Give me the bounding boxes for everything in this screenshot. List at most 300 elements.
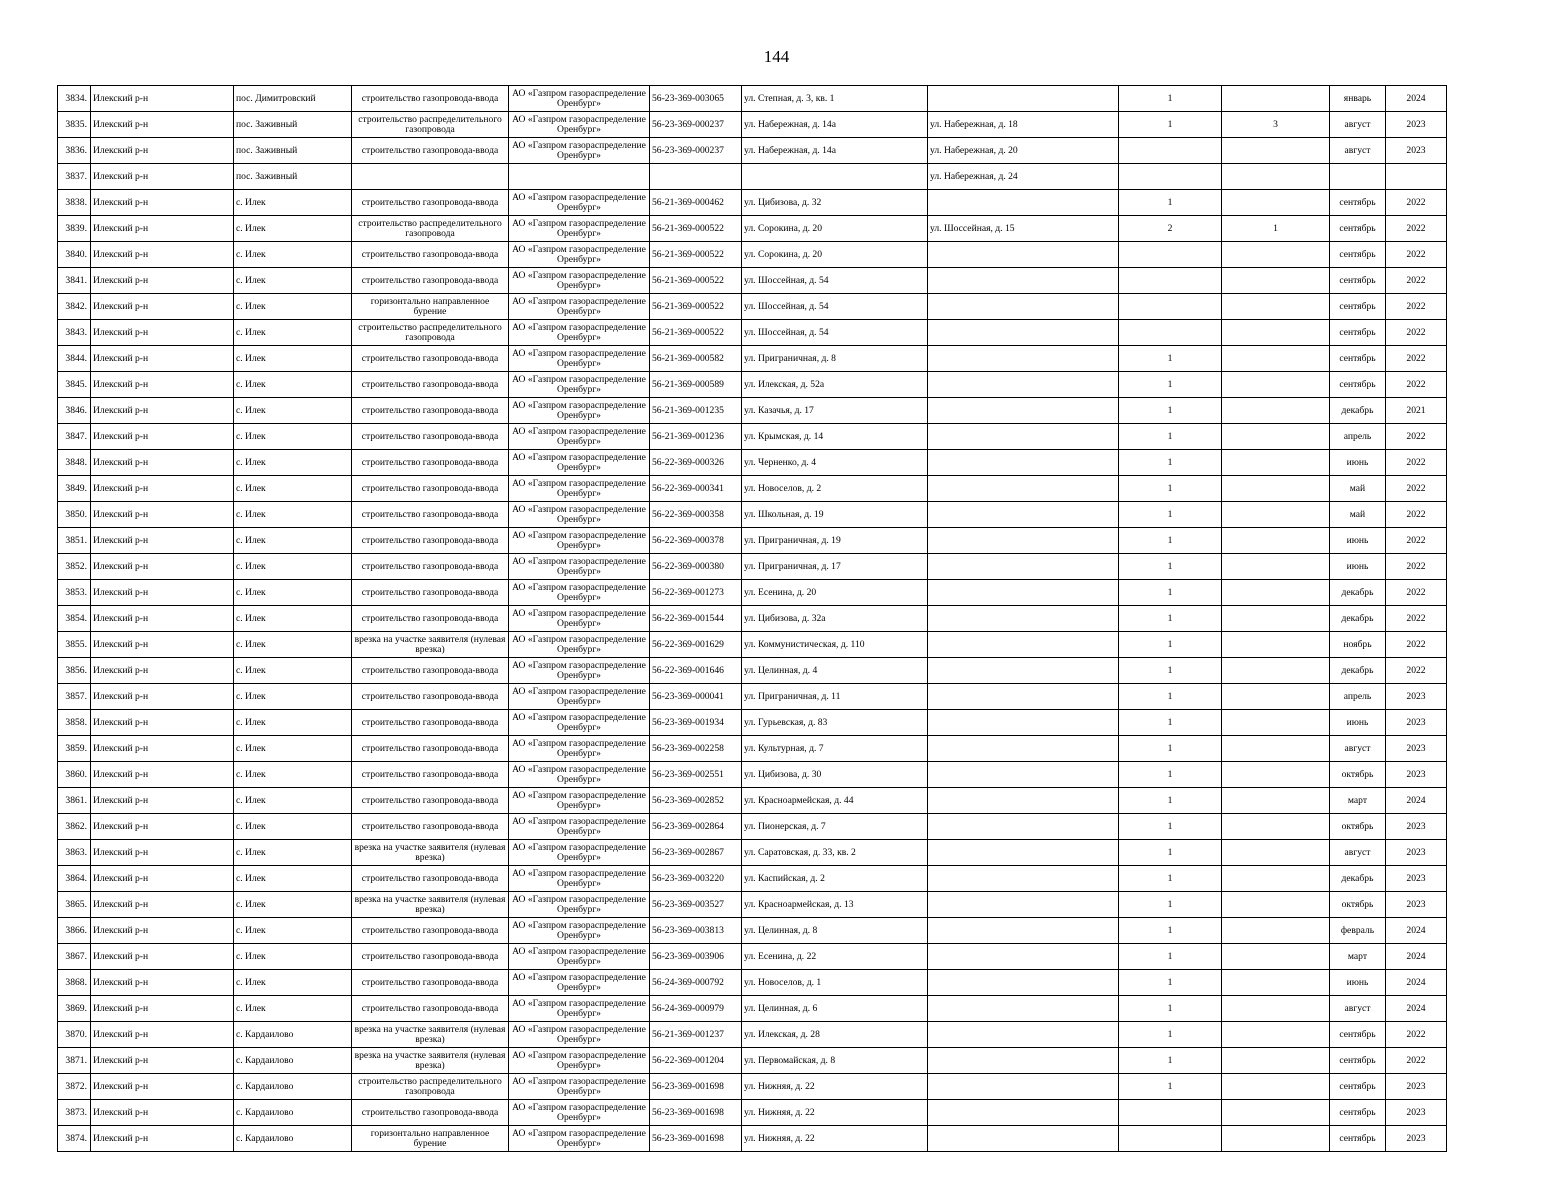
year-cell: 2021 (1386, 398, 1447, 424)
count-cell: 1 (1119, 476, 1222, 502)
organization-cell: АО «Газпром газораспределение Оренбург» (509, 762, 650, 788)
organization-cell: АО «Газпром газораспределение Оренбург» (509, 996, 650, 1022)
district-cell: Илекский р-н (91, 1126, 234, 1152)
additional-address-cell (928, 944, 1119, 970)
table-row (58, 216, 1447, 242)
row-number-cell: 3857. (58, 684, 91, 710)
address-cell: ул. Коммунистическая, д. 110 (742, 632, 928, 658)
row-number-cell: 3870. (58, 1022, 91, 1048)
month-cell: сентябрь (1330, 1100, 1386, 1126)
year-cell: 2022 (1386, 242, 1447, 268)
row-number-cell: 3835. (58, 112, 91, 138)
month-cell: октябрь (1330, 892, 1386, 918)
work-type-cell: строительство газопровода-ввода (352, 736, 509, 762)
district-cell: Илекский р-н (91, 736, 234, 762)
table-row (58, 138, 1447, 164)
application-number-cell: 56-21-369-000522 (650, 216, 742, 242)
extra-count-cell (1222, 86, 1330, 112)
count-cell: 1 (1119, 502, 1222, 528)
month-cell: июнь (1330, 710, 1386, 736)
district-cell: Илекский р-н (91, 372, 234, 398)
organization-cell: АО «Газпром газораспределение Оренбург» (509, 268, 650, 294)
extra-count-cell (1222, 502, 1330, 528)
additional-address-cell (928, 996, 1119, 1022)
organization-cell: АО «Газпром газораспределение Оренбург» (509, 1022, 650, 1048)
count-cell: 1 (1119, 632, 1222, 658)
table-row (58, 658, 1447, 684)
organization-cell: АО «Газпром газораспределение Оренбург» (509, 1100, 650, 1126)
locality-cell: с. Кардаилово (234, 1100, 352, 1126)
extra-count-cell (1222, 450, 1330, 476)
district-cell: Илекский р-н (91, 164, 234, 190)
organization-cell: АО «Газпром газораспределение Оренбург» (509, 372, 650, 398)
application-number-cell: 56-23-369-002258 (650, 736, 742, 762)
table-row (58, 996, 1447, 1022)
extra-count-cell (1222, 762, 1330, 788)
organization-cell: АО «Газпром газораспределение Оренбург» (509, 190, 650, 216)
count-cell: 1 (1119, 788, 1222, 814)
address-cell: ул. Сорокина, д. 20 (742, 242, 928, 268)
work-type-cell: врезка на участке заявителя (нулевая врезка) (352, 1022, 509, 1048)
extra-count-cell (1222, 710, 1330, 736)
additional-address-cell (928, 684, 1119, 710)
extra-count-cell (1222, 320, 1330, 346)
organization-cell: АО «Газпром газораспределение Оренбург» (509, 580, 650, 606)
organization-cell: АО «Газпром газораспределение Оренбург» (509, 398, 650, 424)
table-row (58, 736, 1447, 762)
address-cell: ул. Шоссейная, д. 54 (742, 268, 928, 294)
application-number-cell: 56-23-369-002852 (650, 788, 742, 814)
table-row (58, 112, 1447, 138)
locality-cell: с. Илек (234, 580, 352, 606)
row-number-cell: 3871. (58, 1048, 91, 1074)
table-row (58, 450, 1447, 476)
district-cell: Илекский р-н (91, 554, 234, 580)
address-cell: ул. Приграничная, д. 19 (742, 528, 928, 554)
locality-cell: с. Илек (234, 346, 352, 372)
table-row (58, 86, 1447, 112)
row-number-cell: 3847. (58, 424, 91, 450)
district-cell: Илекский р-н (91, 944, 234, 970)
additional-address-cell (928, 554, 1119, 580)
additional-address-cell (928, 1074, 1119, 1100)
district-cell: Илекский р-н (91, 476, 234, 502)
count-cell: 1 (1119, 710, 1222, 736)
count-cell: 1 (1119, 86, 1222, 112)
count-cell: 1 (1119, 528, 1222, 554)
table-row (58, 866, 1447, 892)
district-cell: Илекский р-н (91, 1048, 234, 1074)
address-cell (742, 164, 928, 190)
organization-cell: АО «Газпром газораспределение Оренбург» (509, 840, 650, 866)
additional-address-cell (928, 866, 1119, 892)
work-type-cell: строительство распределительного газопровода (352, 320, 509, 346)
application-number-cell: 56-21-369-000522 (650, 294, 742, 320)
work-type-cell: строительство газопровода-ввода (352, 944, 509, 970)
address-cell: ул. Илекская, д. 28 (742, 1022, 928, 1048)
additional-address-cell (928, 788, 1119, 814)
work-type-cell: врезка на участке заявителя (нулевая врезка) (352, 892, 509, 918)
district-cell: Илекский р-н (91, 294, 234, 320)
count-cell: 2 (1119, 216, 1222, 242)
organization-cell: АО «Газпром газораспределение Оренбург» (509, 294, 650, 320)
extra-count-cell (1222, 840, 1330, 866)
organization-cell: АО «Газпром газораспределение Оренбург» (509, 424, 650, 450)
address-cell: ул. Красноармейская, д. 44 (742, 788, 928, 814)
extra-count-cell (1222, 138, 1330, 164)
row-number-cell: 3864. (58, 866, 91, 892)
additional-address-cell (928, 450, 1119, 476)
row-number-cell: 3872. (58, 1074, 91, 1100)
locality-cell: с. Илек (234, 502, 352, 528)
organization-cell: АО «Газпром газораспределение Оренбург» (509, 346, 650, 372)
organization-cell: АО «Газпром газораспределение Оренбург» (509, 476, 650, 502)
table-row (58, 242, 1447, 268)
count-cell: 1 (1119, 970, 1222, 996)
year-cell: 2022 (1386, 294, 1447, 320)
work-type-cell: строительство газопровода-ввода (352, 658, 509, 684)
extra-count-cell (1222, 476, 1330, 502)
application-number-cell: 56-21-369-000462 (650, 190, 742, 216)
application-number-cell: 56-21-369-000522 (650, 242, 742, 268)
address-cell: ул. Каспийская, д. 2 (742, 866, 928, 892)
year-cell: 2022 (1386, 606, 1447, 632)
extra-count-cell (1222, 242, 1330, 268)
work-type-cell: строительство распределительного газопровода (352, 1074, 509, 1100)
additional-address-cell (928, 502, 1119, 528)
extra-count-cell (1222, 1074, 1330, 1100)
year-cell: 2022 (1386, 450, 1447, 476)
locality-cell: с. Илек (234, 892, 352, 918)
year-cell: 2022 (1386, 632, 1447, 658)
application-number-cell: 56-22-369-000358 (650, 502, 742, 528)
count-cell: 1 (1119, 554, 1222, 580)
year-cell: 2022 (1386, 502, 1447, 528)
organization-cell: АО «Газпром газораспределение Оренбург» (509, 450, 650, 476)
count-cell (1119, 320, 1222, 346)
table-row (58, 606, 1447, 632)
address-cell: ул. Красноармейская, д. 13 (742, 892, 928, 918)
year-cell: 2023 (1386, 1100, 1447, 1126)
year-cell: 2022 (1386, 268, 1447, 294)
table-row (58, 190, 1447, 216)
row-number-cell: 3850. (58, 502, 91, 528)
district-cell: Илекский р-н (91, 762, 234, 788)
work-type-cell: горизонтально направленное бурение (352, 294, 509, 320)
district-cell: Илекский р-н (91, 814, 234, 840)
additional-address-cell (928, 840, 1119, 866)
address-cell: ул. Шоссейная, д. 54 (742, 320, 928, 346)
additional-address-cell (928, 398, 1119, 424)
row-number-cell: 3855. (58, 632, 91, 658)
count-cell: 1 (1119, 840, 1222, 866)
district-cell: Илекский р-н (91, 606, 234, 632)
count-cell: 1 (1119, 424, 1222, 450)
count-cell: 1 (1119, 944, 1222, 970)
count-cell: 1 (1119, 1074, 1222, 1100)
address-cell: ул. Набережная, д. 14а (742, 112, 928, 138)
count-cell: 1 (1119, 112, 1222, 138)
additional-address-cell: ул. Набережная, д. 18 (928, 112, 1119, 138)
work-type-cell: строительство газопровода-ввода (352, 710, 509, 736)
address-cell: ул. Цибизова, д. 32 (742, 190, 928, 216)
month-cell: август (1330, 736, 1386, 762)
address-cell: ул. Нижняя, д. 22 (742, 1126, 928, 1152)
district-cell: Илекский р-н (91, 112, 234, 138)
application-number-cell: 56-23-369-001934 (650, 710, 742, 736)
district-cell: Илекский р-н (91, 658, 234, 684)
table-row (58, 1126, 1447, 1152)
month-cell: август (1330, 138, 1386, 164)
count-cell (1119, 294, 1222, 320)
row-number-cell: 3862. (58, 814, 91, 840)
extra-count-cell (1222, 944, 1330, 970)
organization-cell: АО «Газпром газораспределение Оренбург» (509, 1074, 650, 1100)
extra-count-cell (1222, 1022, 1330, 1048)
row-number-cell: 3840. (58, 242, 91, 268)
address-cell: ул. Новоселов, д. 1 (742, 970, 928, 996)
application-number-cell (650, 164, 742, 190)
locality-cell: с. Илек (234, 372, 352, 398)
row-number-cell: 3867. (58, 944, 91, 970)
month-cell: май (1330, 502, 1386, 528)
application-number-cell: 56-22-369-000341 (650, 476, 742, 502)
district-cell: Илекский р-н (91, 1022, 234, 1048)
count-cell: 1 (1119, 580, 1222, 606)
organization-cell: АО «Газпром газораспределение Оренбург» (509, 892, 650, 918)
application-number-cell: 56-23-369-003527 (650, 892, 742, 918)
table-row (58, 1048, 1447, 1074)
table-row (58, 476, 1447, 502)
organization-cell: АО «Газпром газораспределение Оренбург» (509, 320, 650, 346)
count-cell: 1 (1119, 658, 1222, 684)
address-cell: ул. Целинная, д. 4 (742, 658, 928, 684)
district-cell: Илекский р-н (91, 710, 234, 736)
application-number-cell: 56-22-369-000378 (650, 528, 742, 554)
extra-count-cell (1222, 268, 1330, 294)
table-row (58, 372, 1447, 398)
application-number-cell: 56-22-369-001273 (650, 580, 742, 606)
locality-cell: с. Кардаилово (234, 1022, 352, 1048)
locality-cell: с. Илек (234, 658, 352, 684)
count-cell: 1 (1119, 996, 1222, 1022)
table-row (58, 1022, 1447, 1048)
count-cell: 1 (1119, 398, 1222, 424)
address-cell: ул. Илекская, д. 52а (742, 372, 928, 398)
organization-cell: АО «Газпром газораспределение Оренбург» (509, 710, 650, 736)
locality-cell: с. Кардаилово (234, 1074, 352, 1100)
extra-count-cell (1222, 1100, 1330, 1126)
organization-cell: АО «Газпром газораспределение Оренбург» (509, 86, 650, 112)
month-cell: сентябрь (1330, 268, 1386, 294)
address-cell: ул. Школьная, д. 19 (742, 502, 928, 528)
row-number-cell: 3859. (58, 736, 91, 762)
count-cell: 1 (1119, 762, 1222, 788)
extra-count-cell (1222, 554, 1330, 580)
locality-cell: с. Кардаилово (234, 1126, 352, 1152)
year-cell: 2023 (1386, 736, 1447, 762)
table-row (58, 294, 1447, 320)
address-cell: ул. Гурьевская, д. 83 (742, 710, 928, 736)
additional-address-cell: ул. Набережная, д. 20 (928, 138, 1119, 164)
count-cell: 1 (1119, 892, 1222, 918)
locality-cell: с. Илек (234, 736, 352, 762)
additional-address-cell (928, 476, 1119, 502)
year-cell: 2023 (1386, 112, 1447, 138)
row-number-cell: 3848. (58, 450, 91, 476)
row-number-cell: 3841. (58, 268, 91, 294)
extra-count-cell (1222, 398, 1330, 424)
month-cell: июнь (1330, 970, 1386, 996)
locality-cell: пос. Заживный (234, 164, 352, 190)
application-number-cell: 56-23-369-001698 (650, 1100, 742, 1126)
year-cell: 2022 (1386, 528, 1447, 554)
additional-address-cell (928, 372, 1119, 398)
address-cell: ул. Черненко, д. 4 (742, 450, 928, 476)
row-number-cell: 3865. (58, 892, 91, 918)
work-type-cell: врезка на участке заявителя (нулевая врезка) (352, 632, 509, 658)
work-type-cell: врезка на участке заявителя (нулевая врезка) (352, 1048, 509, 1074)
organization-cell: АО «Газпром газораспределение Оренбург» (509, 736, 650, 762)
address-cell: ул. Цибизова, д. 32а (742, 606, 928, 632)
year-cell: 2023 (1386, 762, 1447, 788)
organization-cell: АО «Газпром газораспределение Оренбург» (509, 970, 650, 996)
work-type-cell: строительство газопровода-ввода (352, 684, 509, 710)
district-cell: Илекский р-н (91, 268, 234, 294)
organization-cell: АО «Газпром газораспределение Оренбург» (509, 138, 650, 164)
additional-address-cell (928, 918, 1119, 944)
locality-cell: с. Илек (234, 814, 352, 840)
extra-count-cell: 1 (1222, 216, 1330, 242)
table-row (58, 762, 1447, 788)
address-cell: ул. Набережная, д. 14а (742, 138, 928, 164)
locality-cell: с. Илек (234, 840, 352, 866)
district-cell: Илекский р-н (91, 632, 234, 658)
extra-count-cell (1222, 970, 1330, 996)
address-cell: ул. Приграничная, д. 8 (742, 346, 928, 372)
address-cell: ул. Шоссейная, д. 54 (742, 294, 928, 320)
month-cell: апрель (1330, 684, 1386, 710)
application-number-cell: 56-21-369-000522 (650, 320, 742, 346)
additional-address-cell (928, 424, 1119, 450)
row-number-cell: 3873. (58, 1100, 91, 1126)
locality-cell: с. Илек (234, 528, 352, 554)
organization-cell: АО «Газпром газораспределение Оренбург» (509, 1126, 650, 1152)
district-cell: Илекский р-н (91, 892, 234, 918)
application-number-cell: 56-23-369-002864 (650, 814, 742, 840)
month-cell: май (1330, 476, 1386, 502)
application-number-cell: 56-22-369-001544 (650, 606, 742, 632)
work-type-cell: строительство газопровода-ввода (352, 502, 509, 528)
organization-cell: АО «Газпром газораспределение Оренбург» (509, 658, 650, 684)
address-cell: ул. Новоселов, д. 2 (742, 476, 928, 502)
district-cell: Илекский р-н (91, 320, 234, 346)
address-cell: ул. Есенина, д. 22 (742, 944, 928, 970)
locality-cell: с. Илек (234, 268, 352, 294)
organization-cell: АО «Газпром газораспределение Оренбург» (509, 918, 650, 944)
month-cell: июнь (1330, 554, 1386, 580)
additional-address-cell (928, 970, 1119, 996)
year-cell: 2023 (1386, 892, 1447, 918)
table-row (58, 710, 1447, 736)
locality-cell: с. Илек (234, 918, 352, 944)
organization-cell: АО «Газпром газораспределение Оренбург» (509, 606, 650, 632)
row-number-cell: 3839. (58, 216, 91, 242)
address-cell: ул. Цибизова, д. 30 (742, 762, 928, 788)
organization-cell: АО «Газпром газораспределение Оренбург» (509, 502, 650, 528)
address-cell: ул. Крымская, д. 14 (742, 424, 928, 450)
district-cell: Илекский р-н (91, 970, 234, 996)
district-cell: Илекский р-н (91, 216, 234, 242)
address-cell: ул. Приграничная, д. 11 (742, 684, 928, 710)
extra-count-cell (1222, 658, 1330, 684)
locality-cell: с. Илек (234, 242, 352, 268)
locality-cell: пос. Заживный (234, 112, 352, 138)
organization-cell: АО «Газпром газораспределение Оренбург» (509, 814, 650, 840)
year-cell: 2024 (1386, 918, 1447, 944)
extra-count-cell (1222, 684, 1330, 710)
district-cell: Илекский р-н (91, 866, 234, 892)
work-type-cell (352, 164, 509, 190)
year-cell: 2022 (1386, 346, 1447, 372)
organization-cell: АО «Газпром газораспределение Оренбург» (509, 242, 650, 268)
year-cell: 2024 (1386, 788, 1447, 814)
extra-count-cell (1222, 528, 1330, 554)
application-number-cell: 56-23-369-003906 (650, 944, 742, 970)
organization-cell: АО «Газпром газораспределение Оренбург» (509, 632, 650, 658)
work-type-cell: строительство газопровода-ввода (352, 346, 509, 372)
application-number-cell: 56-23-369-001698 (650, 1074, 742, 1100)
year-cell: 2023 (1386, 710, 1447, 736)
extra-count-cell (1222, 190, 1330, 216)
additional-address-cell (928, 762, 1119, 788)
additional-address-cell (928, 1048, 1119, 1074)
extra-count-cell (1222, 814, 1330, 840)
row-number-cell: 3836. (58, 138, 91, 164)
work-type-cell: строительство газопровода-ввода (352, 606, 509, 632)
work-type-cell: строительство газопровода-ввода (352, 762, 509, 788)
address-cell: ул. Саратовская, д. 33, кв. 2 (742, 840, 928, 866)
table-row (58, 892, 1447, 918)
year-cell: 2023 (1386, 1126, 1447, 1152)
month-cell: сентябрь (1330, 1048, 1386, 1074)
additional-address-cell (928, 1126, 1119, 1152)
district-cell: Илекский р-н (91, 424, 234, 450)
count-cell: 1 (1119, 918, 1222, 944)
work-schedule-table (57, 85, 1447, 1152)
table-row (58, 528, 1447, 554)
row-number-cell: 3858. (58, 710, 91, 736)
application-number-cell: 56-22-369-000380 (650, 554, 742, 580)
district-cell: Илекский р-н (91, 840, 234, 866)
district-cell: Илекский р-н (91, 450, 234, 476)
table-row (58, 580, 1447, 606)
work-type-cell: строительство газопровода-ввода (352, 86, 509, 112)
locality-cell: с. Илек (234, 632, 352, 658)
application-number-cell: 56-23-369-003220 (650, 866, 742, 892)
work-type-cell: строительство газопровода-ввода (352, 970, 509, 996)
additional-address-cell (928, 528, 1119, 554)
extra-count-cell (1222, 580, 1330, 606)
work-type-cell: врезка на участке заявителя (нулевая врезка) (352, 840, 509, 866)
address-cell: ул. Казачья, д. 17 (742, 398, 928, 424)
year-cell: 2022 (1386, 554, 1447, 580)
month-cell: сентябрь (1330, 320, 1386, 346)
table-row (58, 164, 1447, 190)
address-cell: ул. Нижняя, д. 22 (742, 1074, 928, 1100)
district-cell: Илекский р-н (91, 190, 234, 216)
table-row (58, 918, 1447, 944)
